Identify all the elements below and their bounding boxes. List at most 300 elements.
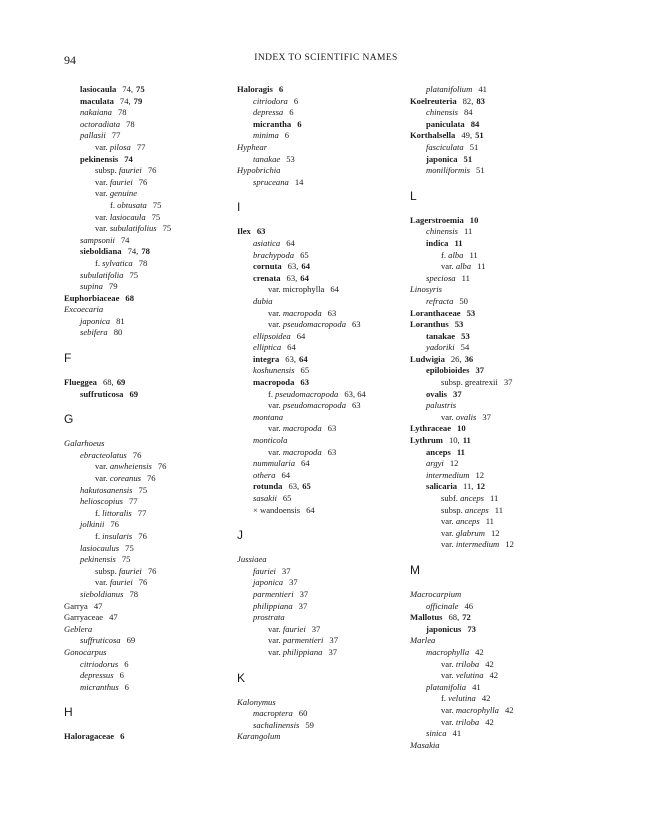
- entry-name: Lythraceae: [410, 423, 452, 434]
- page-ref: 74,: [127, 246, 139, 257]
- index-entry: [64, 119, 229, 131]
- entry-name: sampsonii: [80, 234, 115, 245]
- page-ref: 63, 64: [344, 388, 366, 399]
- entry-name: parmentieri: [253, 588, 294, 599]
- page-ref-bold: 72: [462, 612, 471, 623]
- index-entry: [410, 226, 590, 238]
- index-entry: [237, 554, 407, 566]
- page-ref: 37: [281, 565, 291, 576]
- entry-name: anceps: [460, 493, 484, 503]
- entry-rank: f.: [95, 257, 101, 268]
- index-entry: [410, 435, 590, 447]
- entry-name: speciosa: [426, 272, 456, 283]
- page-ref: 42: [504, 704, 514, 715]
- page-ref-bold: 64: [299, 353, 308, 364]
- index-entry: [410, 728, 590, 740]
- page-ref: 76: [110, 519, 119, 530]
- page-ref: 42: [481, 693, 491, 704]
- index-entry: [410, 693, 590, 705]
- index-entry: [410, 635, 590, 647]
- index-entry: [237, 226, 407, 238]
- entry-name: tanakae: [426, 330, 456, 341]
- entry-name: fauriei: [109, 577, 133, 588]
- entry-name: macrophylla: [455, 704, 499, 715]
- index-entry: [64, 281, 229, 293]
- page-ref: 47: [109, 612, 118, 623]
- page-ref: 14: [294, 176, 304, 187]
- entry-name: macropoda: [282, 307, 322, 318]
- page-ref-bold: 83: [476, 95, 485, 106]
- page-ref: 37: [482, 411, 491, 422]
- page-ref: 37: [289, 577, 298, 588]
- entry-rank: var. microphylla: [268, 284, 325, 295]
- index-entry: [237, 458, 407, 470]
- page-ref: 81: [116, 315, 125, 326]
- entry-name: philippiana: [253, 600, 293, 611]
- entry-name: fauriei: [253, 565, 276, 576]
- page-ref: 75: [152, 199, 162, 210]
- entry-name: obtusata: [117, 199, 147, 210]
- entry-name: chinensis: [426, 107, 458, 118]
- index-entry: [410, 331, 590, 343]
- index-entry: [237, 342, 407, 354]
- page-ref: 50: [459, 295, 468, 306]
- entry-name: anceps: [426, 446, 451, 457]
- entry-name: prostrata: [253, 612, 285, 623]
- index-entry: [64, 577, 229, 589]
- page-ref: 76: [147, 165, 157, 176]
- page-ref: 6: [289, 107, 294, 118]
- index-entry: [237, 296, 407, 308]
- page-ref-bold: 53: [466, 307, 476, 318]
- entry-rank: × wandoensis: [253, 504, 301, 515]
- page-ref: 37: [503, 377, 513, 388]
- page-ref: 37: [298, 600, 308, 611]
- entry-name: epilobioides: [426, 365, 470, 376]
- entry-name: Macrocarpium: [410, 588, 462, 599]
- entry-name: octoradiata: [80, 118, 121, 129]
- entry-name: ellipsoidea: [253, 330, 291, 341]
- entry-name: subulatifolius: [109, 223, 157, 234]
- index-entry: [410, 493, 590, 505]
- entry-name: Euphorbiaceae: [64, 292, 120, 303]
- section-letter: G: [64, 412, 74, 427]
- entry-name: pseudomacropoda: [282, 400, 346, 411]
- index-entry: [237, 400, 407, 412]
- page-ref: 82,: [462, 95, 474, 106]
- index-entry: [410, 273, 590, 285]
- page-ref-bold: 10: [457, 423, 466, 434]
- entry-rank: var.: [95, 577, 108, 588]
- page-ref: 42: [489, 670, 499, 681]
- section-letter: F: [64, 351, 72, 366]
- index-entry: [64, 200, 229, 212]
- index-entry: [64, 601, 229, 613]
- index-entry: [410, 154, 590, 166]
- page-ref: 74: [120, 234, 130, 245]
- entry-name: ebracteolatus: [80, 449, 127, 460]
- index-entry: [64, 270, 229, 282]
- page-ref-bold: 65: [302, 481, 311, 492]
- page-ref: 42: [485, 716, 494, 727]
- page-ref: 12: [505, 539, 514, 550]
- page-ref-bold: 6: [297, 118, 302, 129]
- page-ref: 42: [485, 658, 494, 669]
- entry-rank: var.: [95, 141, 108, 152]
- entry-name: Koelreuteria: [410, 95, 457, 106]
- index-entry: [410, 354, 590, 366]
- entry-name: lasiocaula: [80, 84, 117, 94]
- index-entry: [410, 528, 590, 540]
- index-entry: [410, 740, 590, 752]
- page-ref: 78: [126, 118, 135, 129]
- entry-rank: subsp.: [441, 504, 463, 515]
- index-entry: [237, 331, 407, 343]
- entry-name: anwheiensis: [109, 461, 152, 472]
- index-entry: [64, 107, 229, 119]
- entry-rank: var.: [268, 623, 281, 634]
- index-entry: [410, 624, 590, 636]
- page-ref: 11: [477, 261, 486, 272]
- entry-rank: var.: [268, 423, 281, 434]
- entry-rank: subsp. greatrexii: [441, 377, 498, 388]
- page-ref: 41: [478, 84, 487, 94]
- page-ref: 59: [305, 719, 314, 730]
- index-entry: [410, 165, 590, 177]
- entry-name: cornuta: [253, 261, 282, 272]
- index-entry: [237, 435, 407, 447]
- page-ref-bold: 69: [129, 388, 139, 399]
- index-entry: [64, 293, 229, 305]
- page-ref-bold: 84: [470, 118, 480, 129]
- entry-rank: subf.: [441, 493, 458, 503]
- index-entry: [237, 447, 407, 459]
- entry-name: Korthalsella: [410, 130, 456, 141]
- entry-name: Masakia: [410, 739, 440, 750]
- entry-name: Lagerstroemia: [410, 214, 464, 225]
- entry-name: Lythrum: [410, 435, 443, 446]
- index-entry: [237, 250, 407, 262]
- page-ref-bold: 75: [136, 84, 145, 94]
- page-ref: 53: [286, 153, 295, 164]
- index-entry: [410, 670, 590, 682]
- index-entry: [237, 84, 407, 96]
- entry-rank: var.: [441, 516, 454, 527]
- entry-name: depressa: [253, 107, 284, 118]
- entry-name: crenata: [253, 272, 281, 283]
- page-ref-bold: 37: [453, 388, 462, 399]
- index-entry: [237, 731, 407, 743]
- entry-name: Gonocarpus: [64, 646, 107, 657]
- entry-name: Ilex: [237, 226, 251, 237]
- entry-rank: var.: [268, 319, 281, 330]
- page-ref: 6: [124, 658, 129, 669]
- index-entry: [64, 165, 229, 177]
- entry-name: japonica: [80, 315, 111, 326]
- index-entry: [410, 365, 590, 377]
- entry-name: monticola: [253, 435, 288, 446]
- entry-name: macrophylla: [426, 646, 470, 657]
- page-ref-bold: 37: [475, 365, 485, 376]
- index-entry: [237, 365, 407, 377]
- entry-name: sieboldiana: [80, 246, 122, 257]
- index-entry: [410, 119, 590, 131]
- entry-name: nakaiana: [80, 107, 112, 118]
- index-entry: [64, 96, 229, 108]
- index-entry: [410, 447, 590, 459]
- entry-name: Hypobrichia: [237, 165, 281, 176]
- entry-name: Garrya: [64, 600, 88, 611]
- index-entry: [410, 423, 590, 435]
- entry-name: lasiocaulus: [80, 542, 120, 553]
- entry-name: intermedium: [455, 539, 500, 550]
- index-entry: [64, 589, 229, 601]
- entry-rank: var.: [95, 473, 108, 484]
- page-ref: 37: [299, 588, 309, 599]
- page-ref: 76: [138, 577, 148, 588]
- entry-name: chinensis: [426, 226, 458, 237]
- page-ref-bold: 12: [476, 481, 486, 492]
- section-letter: I: [237, 200, 241, 215]
- index-entry: [410, 215, 590, 227]
- entry-name: sinica: [426, 728, 447, 739]
- page-ref: 11: [463, 226, 473, 237]
- section-letter: H: [64, 705, 73, 720]
- entry-name: Karangolum: [237, 731, 281, 742]
- index-entry: [64, 304, 229, 316]
- index-entry: [64, 188, 229, 200]
- page-ref: 77: [128, 496, 138, 507]
- page-ref: 84: [463, 107, 473, 118]
- index-entry: [237, 577, 407, 589]
- entry-name: citriodora: [253, 95, 288, 106]
- page-ref: 64: [281, 469, 291, 480]
- index-entry: [237, 377, 407, 389]
- entry-name: anceps: [464, 504, 489, 515]
- page-ref: 63: [352, 400, 361, 411]
- page-ref: 78: [129, 588, 139, 599]
- page-number: 94: [64, 53, 76, 67]
- entry-name: triloba: [455, 658, 480, 669]
- page-ref: 11: [485, 516, 494, 527]
- entry-name: suffruticosa: [80, 388, 124, 399]
- page-ref: 76: [147, 473, 156, 484]
- entry-name: elliptica: [253, 342, 282, 353]
- page-ref-bold: 36: [464, 353, 474, 364]
- page-ref-bold: 69: [116, 377, 126, 388]
- index-entry: [410, 319, 590, 331]
- index-entry: [237, 481, 407, 493]
- page-ref: 41: [472, 681, 481, 692]
- entry-name: Jussiaea: [237, 554, 267, 565]
- entry-rank: var.: [441, 716, 454, 727]
- index-entry: [64, 84, 229, 96]
- entry-name: sebifera: [80, 327, 108, 338]
- entry-rank: f.: [441, 249, 447, 260]
- page-ref: 46: [464, 600, 474, 611]
- index-entry: [64, 377, 229, 389]
- entry-name: paniculata: [426, 118, 465, 129]
- entry-name: Hyphear: [237, 141, 268, 152]
- index-entry: [410, 96, 590, 108]
- index-entry: [64, 670, 229, 682]
- index-column-3: [410, 84, 590, 751]
- page-ref: 79: [108, 281, 118, 292]
- entry-name: macropoda: [282, 446, 322, 457]
- index-entry: [410, 539, 590, 551]
- page-ref: 65: [300, 249, 309, 260]
- entry-name: Ludwigia: [410, 353, 445, 364]
- index-entry: [64, 389, 229, 401]
- index-entry: [237, 238, 407, 250]
- page-ref: 75: [138, 484, 148, 495]
- entry-rank: var.: [268, 635, 281, 646]
- page-ref-bold: 73: [467, 623, 476, 634]
- index-entry: [410, 601, 590, 613]
- entry-name: Mallotus: [410, 612, 443, 623]
- index-entry: [237, 142, 407, 154]
- index-entry: [64, 246, 229, 258]
- index-entry: [410, 647, 590, 659]
- page-ref: 69: [126, 635, 136, 646]
- index-entry: [410, 481, 590, 493]
- page-ref-bold: 11: [454, 237, 463, 248]
- index-entry: [64, 235, 229, 247]
- entry-name: nummularia: [253, 458, 296, 469]
- page-ref-bold: 53: [454, 319, 464, 330]
- page-ref: 75: [162, 223, 172, 234]
- entry-name: triloba: [455, 716, 480, 727]
- page-ref: 37: [328, 646, 338, 657]
- page-ref: 12: [475, 469, 485, 480]
- entry-name: Geblera: [64, 623, 93, 634]
- entry-name: platanifolia: [426, 681, 467, 692]
- index-entry: [237, 354, 407, 366]
- page-ref: 75: [151, 211, 161, 222]
- entry-name: brachypoda: [253, 249, 295, 260]
- page-ref: 12: [490, 527, 500, 538]
- page-ref-bold: 63: [256, 226, 266, 237]
- index-entry: [237, 624, 407, 636]
- page-ref: 77: [137, 507, 147, 518]
- index-entry: [410, 458, 590, 470]
- entry-name: Loranthus: [410, 319, 449, 330]
- entry-rank: var.: [268, 307, 281, 318]
- index-entry: [410, 238, 590, 250]
- page-ref: 54: [460, 342, 470, 353]
- page-ref: 6: [119, 670, 124, 681]
- entry-name: velutina: [448, 693, 476, 704]
- entry-name: Linosyris: [410, 284, 442, 295]
- entry-rank: f.: [268, 388, 274, 399]
- entry-name: japonica: [426, 153, 458, 164]
- index-entry: [237, 389, 407, 401]
- index-entry: [237, 612, 407, 624]
- index-column-2: [237, 84, 407, 743]
- entry-name: sylvatica: [102, 257, 133, 268]
- index-entry: [410, 308, 590, 320]
- page-ref: 76: [147, 565, 157, 576]
- index-entry: [237, 635, 407, 647]
- index-entry: [237, 589, 407, 601]
- entry-name: argyi: [426, 458, 444, 469]
- entry-rank: var.: [268, 400, 281, 411]
- entry-rank: f.: [95, 507, 101, 518]
- entry-name: anceps: [455, 516, 480, 527]
- index-entry: [64, 635, 229, 647]
- index-entry: [64, 554, 229, 566]
- page-ref: 11: [469, 249, 478, 260]
- page-ref: 63,: [288, 481, 300, 492]
- page-ref: 64: [301, 458, 310, 469]
- entry-name: tanakae: [253, 153, 281, 164]
- entry-rank: var.: [268, 446, 281, 457]
- index-entry: [237, 107, 407, 119]
- index-entry: [410, 516, 590, 528]
- entry-name: macropoda: [282, 423, 322, 434]
- entry-rank: var.: [95, 461, 108, 472]
- entry-rank: var.: [441, 527, 454, 538]
- page-ref-bold: 64: [301, 261, 310, 272]
- index-entry: [64, 258, 229, 270]
- index-entry: [64, 177, 229, 189]
- entry-name: rotunda: [253, 481, 283, 492]
- section-letter: L: [410, 188, 417, 203]
- entry-rank: f.: [110, 199, 116, 210]
- index-entry: [64, 612, 229, 624]
- index-entry: [410, 470, 590, 482]
- page-ref: 60: [298, 708, 308, 719]
- entry-name: spruceana: [253, 176, 289, 187]
- page-ref: 11: [489, 493, 499, 503]
- index-entry: [64, 450, 229, 462]
- index-entry: [64, 142, 229, 154]
- index-entry: [237, 165, 407, 177]
- index-entry: [237, 647, 407, 659]
- page-ref: 6: [284, 130, 290, 141]
- index-entry: [237, 566, 407, 578]
- index-entry: [237, 470, 407, 482]
- index-entry: [237, 154, 407, 166]
- page-ref: 75: [129, 269, 139, 280]
- entry-name: micrantha: [253, 118, 292, 129]
- index-entry: [237, 412, 407, 424]
- entry-name: pallasii: [80, 130, 106, 141]
- page-ref: 74,: [122, 84, 134, 94]
- index-entry: [237, 319, 407, 331]
- page-ref-bold: 64: [300, 272, 309, 283]
- entry-name: montana: [253, 411, 284, 422]
- page-ref-bold: 51: [463, 153, 473, 164]
- index-entry: [64, 496, 229, 508]
- entry-name: dubia: [253, 295, 273, 306]
- entry-name: pseudomacropoda: [282, 319, 346, 330]
- section-letter: J: [237, 528, 243, 543]
- entry-name: sachalinensis: [253, 719, 300, 730]
- page-ref: 74,: [119, 95, 131, 106]
- entry-name: helioscopius: [80, 496, 123, 507]
- page-ref: 75: [121, 554, 131, 565]
- entry-name: minima: [253, 130, 279, 141]
- page-ref: 63,: [286, 272, 298, 283]
- index-entry: [237, 708, 407, 720]
- index-entry: [64, 473, 229, 485]
- page-ref-bold: 79: [133, 95, 143, 106]
- index-entry: [410, 612, 590, 624]
- entry-name: salicaria: [426, 481, 458, 492]
- entry-name: japonicus: [426, 623, 462, 634]
- entry-name: platanifolium: [426, 84, 473, 94]
